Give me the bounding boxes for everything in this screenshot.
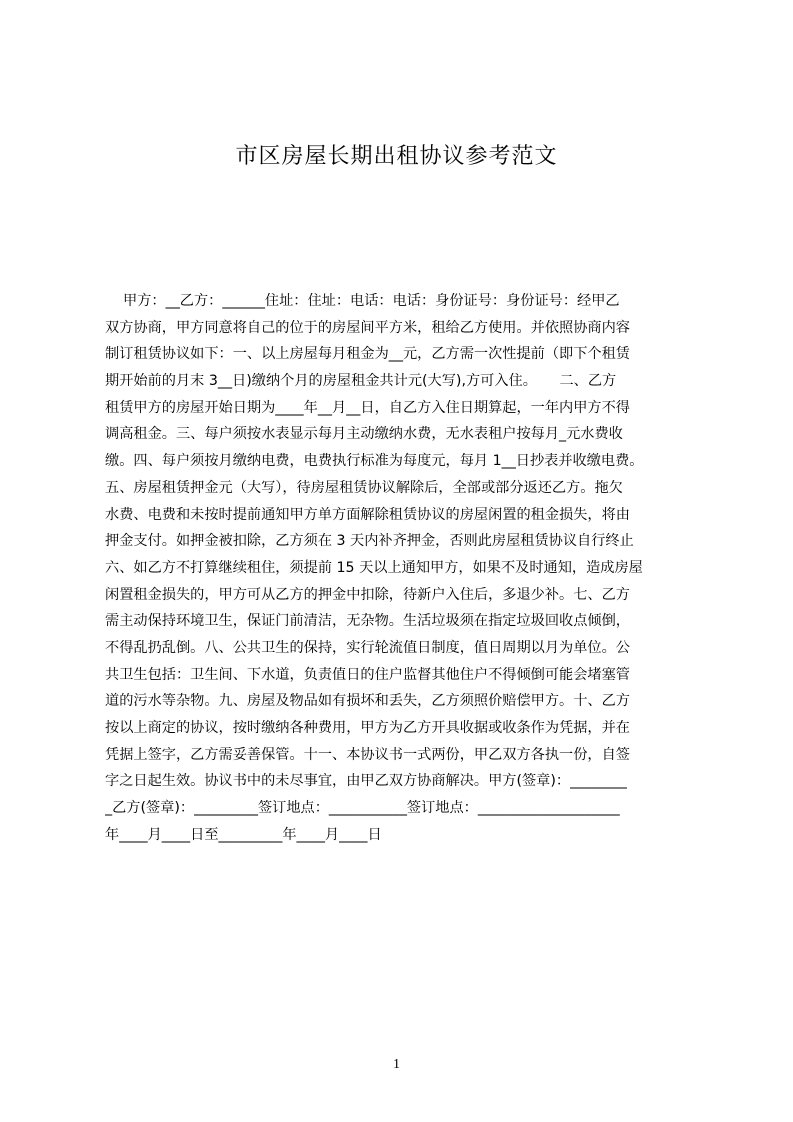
body-line-4: 期开始前的月末 3__日)缴纳个月的房屋租金共计元(大写),方可入住。 二、乙方 <box>105 373 617 390</box>
body-line-9: 水费、电费和未按时提前通知甲方单方面解除租赁协议的房屋闲置的租金损失，将由 <box>105 506 630 523</box>
body-line-18: 凭据上签字，乙方需妥善保管。十一、本协议书一式两份，甲乙双方各执一份，自签 <box>105 746 630 763</box>
body-line-11: 六、如乙方不打算继续租住，须提前 15 天以上通知甲方，如果不及时通知，造成房屋 <box>105 559 643 576</box>
body-line-5: 租赁甲方的房屋开始日期为____年__月__日，自乙方入住日期算起，一年内甲方不得 <box>105 399 630 416</box>
document-title: 市区房屋长期出租协议参考范文 <box>235 144 558 169</box>
body-line-20: _乙方(签章)：_________签订地点：___________签订地点：____________________ <box>105 800 620 817</box>
body-line-12: 闲置租金损失的，甲方可从乙方的押金中扣除，待新户入住后，多退少补。七、乙方 <box>105 586 630 603</box>
page-number: 1 <box>393 1057 400 1072</box>
body-line-8: 五、房屋租赁押金元（大写），待房屋租赁协议解除后，全部或部分返还乙方。拖欠 <box>105 479 623 496</box>
body-line-6: 调高租金。三、每户须按水表显示每月主动缴纳水费，无水表租户按每月_元水费收 <box>105 426 623 443</box>
agreement-body <box>105 288 697 848</box>
body-line-7: 缴。四、每户须按月缴纳电费，电费执行标准为每度元，每月 1__日抄表并收缴电费。 <box>105 453 644 470</box>
body-line-15: 共卫生包括：卫生间、下水道，负责值日的住户监督其他住户不得倾倒可能会堵塞管 <box>105 666 630 683</box>
body-line-1: 甲方：__乙方：______住址：住址：电话：电话：身份证号：身份证号：经甲乙 <box>105 293 620 309</box>
body-line-14: 不得乱扔乱倒。八、公共卫生的保持，实行轮流值日制度，值日周期以月为单位。公 <box>105 639 630 656</box>
body-line-19: 字之日起生效。协议书中的未尽事宜，由甲乙双方协商解决。甲方(签章)：________ <box>105 773 627 790</box>
body-line-13: 需主动保持环境卫生，保证门前清洁，无杂物。生活垃圾须在指定垃圾回收点倾倒， <box>105 613 630 630</box>
body-line-17: 按以上商定的协议，按时缴纳各种费用，甲方为乙方开具收据或收条作为凭据，并在 <box>105 720 630 736</box>
body-line-2: 双方协商，甲方同意将自己的位于的房屋间平方米，租给乙方使用。并依照协商内容 <box>105 319 630 336</box>
body-line-21: 年____月____日至_________年____月____日 <box>105 826 382 843</box>
body-line-10: 押金支付。如押金被扣除，乙方须在 3 天内补齐押金，否则此房屋租赁协议自行终止 <box>105 533 634 550</box>
body-line-3: 制订租赁协议如下：一、以上房屋每月租金为__元，乙方需一次性提前（即下个租赁 <box>105 346 630 363</box>
body-line-16: 道的污水等杂物。九、房屋及物品如有损坏和丢失，乙方须照价赔偿甲方。十、乙方 <box>105 693 630 710</box>
